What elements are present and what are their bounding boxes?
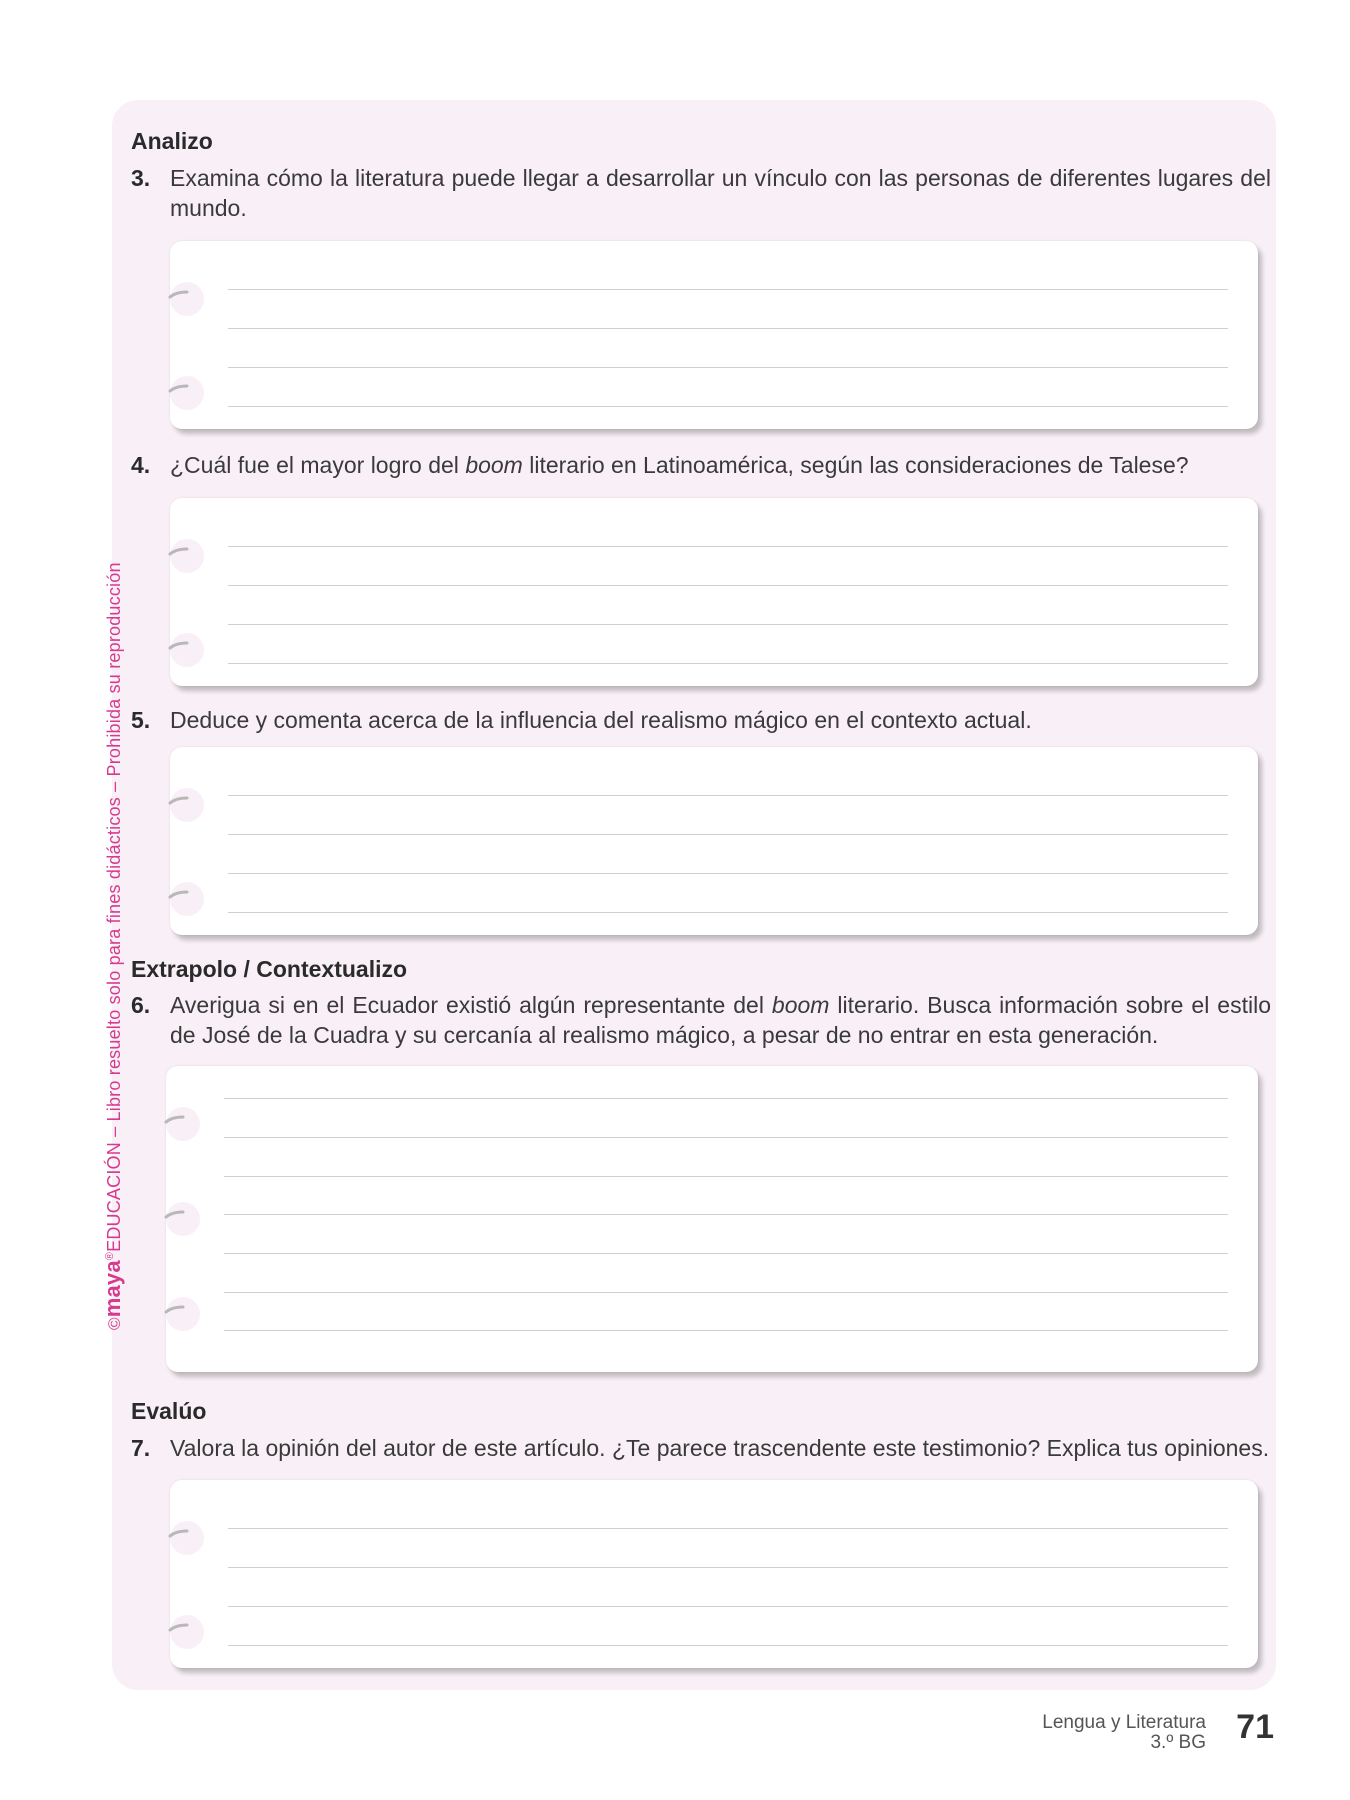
side-copyright-note	[100, 562, 126, 1330]
binder-ring-icon	[168, 537, 206, 575]
question-number: 6.	[131, 992, 151, 1018]
section-heading-analizo: Analizo	[131, 128, 213, 154]
answer-line	[228, 289, 1228, 290]
answer-line	[228, 1567, 1228, 1568]
answer-box-3[interactable]	[170, 241, 1258, 429]
answer-line	[224, 1330, 1228, 1331]
answer-line	[228, 912, 1228, 913]
answer-line	[228, 624, 1228, 625]
section-heading-extrapolo: Extrapolo / Contextualizo	[131, 956, 408, 982]
answer-box-5[interactable]	[170, 747, 1258, 935]
answer-line	[224, 1292, 1228, 1293]
question-number: 7.	[131, 1435, 151, 1461]
answer-line	[228, 873, 1228, 874]
answer-line	[224, 1253, 1228, 1254]
answer-line	[228, 585, 1228, 586]
question-number: 4.	[131, 452, 151, 478]
question-3	[131, 163, 1271, 223]
question-text: Deduce y comenta acerca de la influencia del realismo mágico en el contexto actual.	[170, 707, 1032, 733]
answer-line	[228, 663, 1228, 664]
question-number: 5.	[131, 707, 151, 733]
footer-subject	[1042, 1713, 1206, 1753]
binder-ring-icon	[164, 1105, 202, 1143]
answer-box-4[interactable]	[170, 498, 1258, 686]
answer-line	[228, 1606, 1228, 1607]
answer-line	[228, 546, 1228, 547]
binder-ring-icon	[168, 880, 206, 918]
page-number: 71	[1236, 1708, 1274, 1746]
answer-line	[224, 1176, 1228, 1177]
answer-line	[224, 1098, 1228, 1099]
answer-line	[228, 328, 1228, 329]
question-4	[131, 450, 1271, 480]
answer-line	[228, 834, 1228, 835]
answer-line	[228, 406, 1228, 407]
binder-ring-icon	[168, 1613, 206, 1651]
question-6	[131, 990, 1271, 1050]
answer-line	[228, 1528, 1228, 1529]
binder-ring-icon	[164, 1295, 202, 1333]
binder-ring-icon	[168, 786, 206, 824]
question-7	[131, 1433, 1271, 1463]
question-text: Averigua si en el Ecuador existió algún representante del boom literario. Busca información sobre el estilo de José de la Cuadra y su cercanía al realismo mágico, a pesar de no entrar en esta generación.	[170, 992, 1271, 1048]
binder-ring-icon	[164, 1200, 202, 1238]
question-text: Examina cómo la literatura puede llegar a desarrollar un vínculo con las personas de diferentes lugares del mundo.	[170, 165, 1271, 221]
answer-line	[224, 1214, 1228, 1215]
brand-logo-text: maya	[100, 1260, 125, 1318]
answer-box-7[interactable]	[170, 1480, 1258, 1668]
answer-line	[228, 1645, 1228, 1646]
section-heading-evaluo: Evalúo	[131, 1398, 207, 1424]
copyright-symbol: ©	[105, 1317, 124, 1330]
answer-line	[224, 1137, 1228, 1138]
question-5	[131, 705, 1271, 735]
answer-box-6[interactable]	[166, 1066, 1258, 1372]
side-note-text: EDUCACIÓN – Libro resuelto solo para fines didácticos – Prohibida su reproducción	[104, 562, 124, 1252]
emphasis-boom: boom	[771, 992, 830, 1018]
answer-line	[228, 795, 1228, 796]
registered-symbol: ®	[104, 1251, 116, 1261]
binder-ring-icon	[168, 1519, 206, 1557]
question-number: 3.	[131, 165, 151, 191]
binder-ring-icon	[168, 631, 206, 669]
binder-ring-icon	[168, 280, 206, 318]
subject-name: Lengua y Literatura	[1042, 1712, 1206, 1733]
answer-line	[228, 367, 1228, 368]
question-text: ¿Cuál fue el mayor logro del boom literario en Latinoamérica, según las consideraciones de Talese?	[170, 452, 1189, 478]
question-text: Valora la opinión del autor de este artículo. ¿Te parece trascendente este testimonio? Explica tus opiniones.	[170, 1435, 1270, 1461]
binder-ring-icon	[168, 374, 206, 412]
emphasis-boom: boom	[465, 452, 523, 478]
grade-level: 3.º BG	[1150, 1732, 1206, 1753]
